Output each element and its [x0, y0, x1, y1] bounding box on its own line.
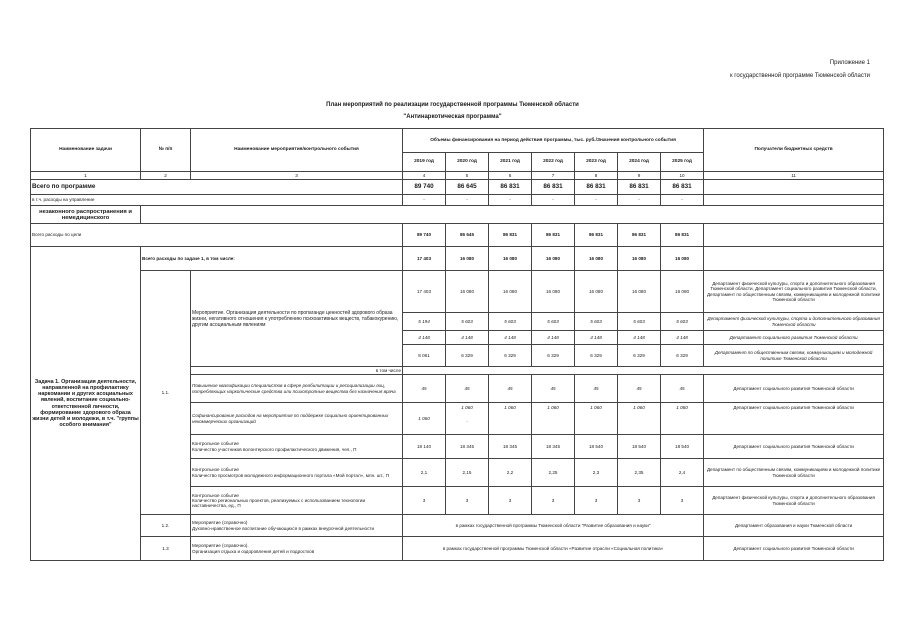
control-event-1-value: 18 345 — [446, 435, 489, 459]
header-year: 2021 год — [489, 153, 532, 172]
admin-value: - — [661, 195, 704, 206]
plan-table — [30, 128, 884, 561]
event-1-1-value: 6 329 — [446, 345, 489, 367]
header-recipients: Получатели бюджетных средств — [704, 129, 884, 172]
task-1-total-value: 16 080 — [618, 247, 661, 271]
header-year: 2020 год — [446, 153, 489, 172]
event-1-1-recipient: Департамент социального развития Тюменской области — [704, 331, 884, 345]
event-1-1-value: 16 080 — [532, 271, 575, 313]
total-value: 86 831 — [575, 180, 618, 195]
total-value: 86 831 — [532, 180, 575, 195]
goal-label: незаконного распространения и немедицинского — [31, 206, 141, 224]
event-1-1-value: 6 329 — [618, 345, 661, 367]
event-1-1-value: 5 194 — [403, 313, 446, 331]
goal-total-value: 86 831 — [661, 224, 704, 247]
admin-value: - — [403, 195, 446, 206]
appendix-label: Приложение 1 — [829, 60, 870, 66]
sub-event-2-name: Софинансирование расходов на мероприятия по поддержке социально ориентированных некоммерческих организаций — [191, 403, 403, 435]
sub-event-1-value: 45 — [618, 375, 661, 403]
sub-event-2-value: 1 060 — [489, 403, 532, 435]
sub-event-1-value: 45 — [575, 375, 618, 403]
control-event-1-value: 18 345 — [532, 435, 575, 459]
event-1-1-value: 5 603 — [618, 313, 661, 331]
total-label: Всего по программе — [31, 180, 403, 195]
sub-event-1-value: 45 — [532, 375, 575, 403]
event-1-1-recipient: Департамент физической культуры, спорта и дополнительного образования Тюменской области — [704, 313, 884, 331]
event-1-2-recipient: Департамент образования и науки Тюменской области — [704, 515, 884, 537]
header-event: Наименование мероприятия/контрольного события — [191, 129, 403, 172]
event-1-1-name: Мероприятие. Организация деятельности по пропаганде ценностей здорового образа жизни, негативного отношения к употреблению психоактивных веществ, табакокурению, другим асоциальным явлениям — [191, 271, 403, 367]
event-1-1-value: 8 061 — [403, 345, 446, 367]
admin-value: - — [532, 195, 575, 206]
appendix-subtitle: к государственной программе Тюменской области — [730, 73, 870, 79]
event-1-1-value: 4 148 — [403, 331, 446, 345]
event-1-1-value: 6 329 — [661, 345, 704, 367]
admin-value: - — [489, 195, 532, 206]
event-1-3-recipient: Департамент социального развития Тюменской области — [704, 537, 884, 561]
sub-event-1-name: Повышение квалификации специалистов в сфере реабилитации и ресоциализации лиц, потребляющих наркотические средства или психотропные вещества без назначения врача — [191, 375, 403, 403]
index-cell: 9 — [618, 172, 661, 180]
index-cell: 5 — [446, 172, 489, 180]
event-1-1-value: 5 603 — [489, 313, 532, 331]
event-1-1-value: 4 148 — [489, 331, 532, 345]
event-1-1-value: 6 329 — [575, 345, 618, 367]
header-year: 2025 год — [661, 153, 704, 172]
sub-event-1-recipient: Департамент социального развития Тюменской области — [704, 375, 884, 403]
control-event-3-value: 3 — [446, 487, 489, 515]
header-year: 2022 год — [532, 153, 575, 172]
control-event-3-recipient: Департамент физической культуры, спорта и дополнительного образования Тюменской области — [704, 487, 884, 515]
event-1-1-value: 16 080 — [575, 271, 618, 313]
control-event-3-value: 3 — [661, 487, 704, 515]
control-event-2-name: Контрольное событие Количество просмотров молодежного информационного портала «Мой портал», млн. шт., П — [191, 459, 403, 487]
sub-event-2-value: 1 060 — [661, 403, 704, 435]
sub-event-2-recipient: Департамент социального развития Тюменской области — [704, 403, 884, 435]
admin-value: - — [618, 195, 661, 206]
in-that-filler — [403, 367, 884, 375]
event-1-3-name: Мероприятие (справочно). Организация отдыха и оздоровления детей и подростков — [191, 537, 403, 561]
sub-event-2-value: 1 060 — [618, 403, 661, 435]
index-cell: 11 — [704, 172, 884, 180]
control-event-1-recipient: Департамент социального развития Тюменской области — [704, 435, 884, 459]
index-cell: 8 — [575, 172, 618, 180]
index-cell: 7 — [532, 172, 575, 180]
header-task: Наименование задачи — [31, 129, 141, 172]
control-event-2-value: 2,3 — [575, 459, 618, 487]
goal-total-value: 89 740 — [403, 224, 446, 247]
control-event-3-value: 3 — [532, 487, 575, 515]
control-event-1-value: 18 345 — [489, 435, 532, 459]
control-event-3-value: 3 — [618, 487, 661, 515]
event-1-1-value: 6 329 — [532, 345, 575, 367]
index-cell: 3 — [191, 172, 403, 180]
control-event-2-value: 2,1 — [403, 459, 446, 487]
control-event-2-value: 2,35 — [618, 459, 661, 487]
task-1-total-recipient — [704, 247, 884, 271]
sub-event-2-dash: - — [466, 419, 468, 425]
sub-event-1-value: 45 — [661, 375, 704, 403]
task-1-total-value: 16 080 — [532, 247, 575, 271]
total-recipient — [704, 180, 884, 195]
event-1-1-value: 16 080 — [489, 271, 532, 313]
total-value: 86 831 — [661, 180, 704, 195]
goal-total-value: 86 831 — [618, 224, 661, 247]
event-1-1-recipient: Департамент по общественным связям, коммуникациям и молодежной политике Тюменской области — [704, 345, 884, 367]
in-that-label: в том числе — [191, 367, 403, 375]
admin-value: - — [446, 195, 489, 206]
event-1-3-num: 1.3 — [141, 537, 191, 561]
admin-value: - — [575, 195, 618, 206]
admin-recipient — [704, 195, 884, 206]
control-event-3-name: Контрольное событие Количество региональных проектов, реализуемых с использованием технологии наставничества, ед., П — [191, 487, 403, 515]
event-1-1-num: 1.1. — [141, 271, 191, 515]
event-1-1-value: 4 148 — [618, 331, 661, 345]
event-1-1-value: 4 148 — [575, 331, 618, 345]
sub-event-2-value-text: 1 060 — [461, 405, 473, 410]
control-event-1-value: 18 540 — [618, 435, 661, 459]
index-cell: 1 — [31, 172, 141, 180]
total-value: 86 831 — [618, 180, 661, 195]
sub-event-2-value — [446, 403, 489, 435]
control-event-1-value: 18 540 — [661, 435, 704, 459]
event-1-3-span: в рамках государственной программы Тюменской области «Развитие отрасли «Социальная политика» — [403, 537, 704, 561]
event-1-1-value: 4 148 — [446, 331, 489, 345]
index-cell: 4 — [403, 172, 446, 180]
control-event-3-value: 3 — [489, 487, 532, 515]
event-1-1-value: 4 148 — [532, 331, 575, 345]
event-1-1-value: 6 329 — [489, 345, 532, 367]
task-1-total-value: 16 080 — [575, 247, 618, 271]
task-1-total-value: 16 080 — [446, 247, 489, 271]
event-1-1-value: 4 148 — [661, 331, 704, 345]
event-1-1-value: 16 080 — [618, 271, 661, 313]
sub-event-2-value: 1 060 — [403, 403, 446, 435]
event-1-2-name: Мероприятие (справочно) Духовно-нравственное воспитание обучающихся в рамках внеурочной деятельности — [191, 515, 403, 537]
control-event-2-value: 2,25 — [532, 459, 575, 487]
task-1-total-value: 17 403 — [403, 247, 446, 271]
header-year: 2023 год — [575, 153, 618, 172]
event-1-1-value: 5 603 — [575, 313, 618, 331]
control-event-2-value: 2,15 — [446, 459, 489, 487]
sub-event-2-value: 1 060 — [532, 403, 575, 435]
admin-label: в т.ч. расходы на управление — [31, 195, 403, 206]
header-num: № п/п — [141, 129, 191, 172]
event-1-2-num: 1.2. — [141, 515, 191, 537]
event-1-1-value: 5 603 — [446, 313, 489, 331]
total-value: 86 645 — [446, 180, 489, 195]
control-event-1-value: 18 540 — [575, 435, 618, 459]
task-1-name: Задача 1. Организация деятельности, направленной на профилактику наркомании и других асоциальных явлений, воспитание социально-ответственной личности, формирование здорового образа жизни детей и молодежи, в т.ч. "группы особого внимания" — [31, 247, 141, 561]
control-event-2-value: 2,4 — [661, 459, 704, 487]
sub-event-1-value: 45 — [489, 375, 532, 403]
document-title: План мероприятий по реализации государственной программы Тюменской области — [326, 102, 579, 108]
event-1-1-value: 16 080 — [446, 271, 489, 313]
index-cell: 6 — [489, 172, 532, 180]
event-1-1-value: 16 080 — [661, 271, 704, 313]
control-event-1-value: 18 140 — [403, 435, 446, 459]
task-1-total-value: 16 080 — [661, 247, 704, 271]
total-value: 86 831 — [489, 180, 532, 195]
header-year: 2019 год — [403, 153, 446, 172]
goal-total-value: 86 645 — [446, 224, 489, 247]
goal-total-value: 86 831 — [532, 224, 575, 247]
goal-row-filler — [141, 206, 884, 224]
control-event-2-recipient: Департамент по общественным связям, коммуникациям и молодежной политике Тюменской области — [704, 459, 884, 487]
task-1-total-value: 16 080 — [489, 247, 532, 271]
document-subtitle: "Антинаркотическая программа" — [403, 114, 502, 120]
sub-event-1-value: 45 — [446, 375, 489, 403]
event-1-2-span: в рамках государственной программы Тюменской области "Развитие образования и науки" — [403, 515, 704, 537]
event-1-1-value: 17 403 — [403, 271, 446, 313]
control-event-1-name: Контрольное событие Количество участников волонтерского профилактического движения, чел., П — [191, 435, 403, 459]
event-1-1-value: 5 603 — [661, 313, 704, 331]
sub-event-2-value: 1 060 — [575, 403, 618, 435]
total-value: 89 740 — [403, 180, 446, 195]
goal-total-label: Всего расходы по цели — [31, 224, 403, 247]
goal-total-value: 86 831 — [575, 224, 618, 247]
goal-total-value: 86 831 — [489, 224, 532, 247]
goal-total-recipient — [704, 224, 884, 247]
control-event-3-value: 3 — [403, 487, 446, 515]
control-event-2-value: 2,2 — [489, 459, 532, 487]
index-cell: 2 — [141, 172, 191, 180]
event-1-1-recipient: Департамент физической культуры, спорта и дополнительного образования Тюменской области, Департамент социального развития Тюменской области, Департамент по общественным связям, коммуникациям и молодежной политике Тюменской области — [704, 271, 884, 313]
event-1-1-value: 5 603 — [532, 313, 575, 331]
header-funding: Объемы финансирования на период действия программы, тыс. руб./Значения контрольного события — [403, 129, 704, 153]
header-year: 2024 год — [618, 153, 661, 172]
sub-event-1-value: 45 — [403, 375, 446, 403]
task-1-total-label: Всего расходы по задаче 1, в том числе: — [141, 247, 403, 271]
control-event-3-value: 3 — [575, 487, 618, 515]
index-cell: 10 — [661, 172, 704, 180]
